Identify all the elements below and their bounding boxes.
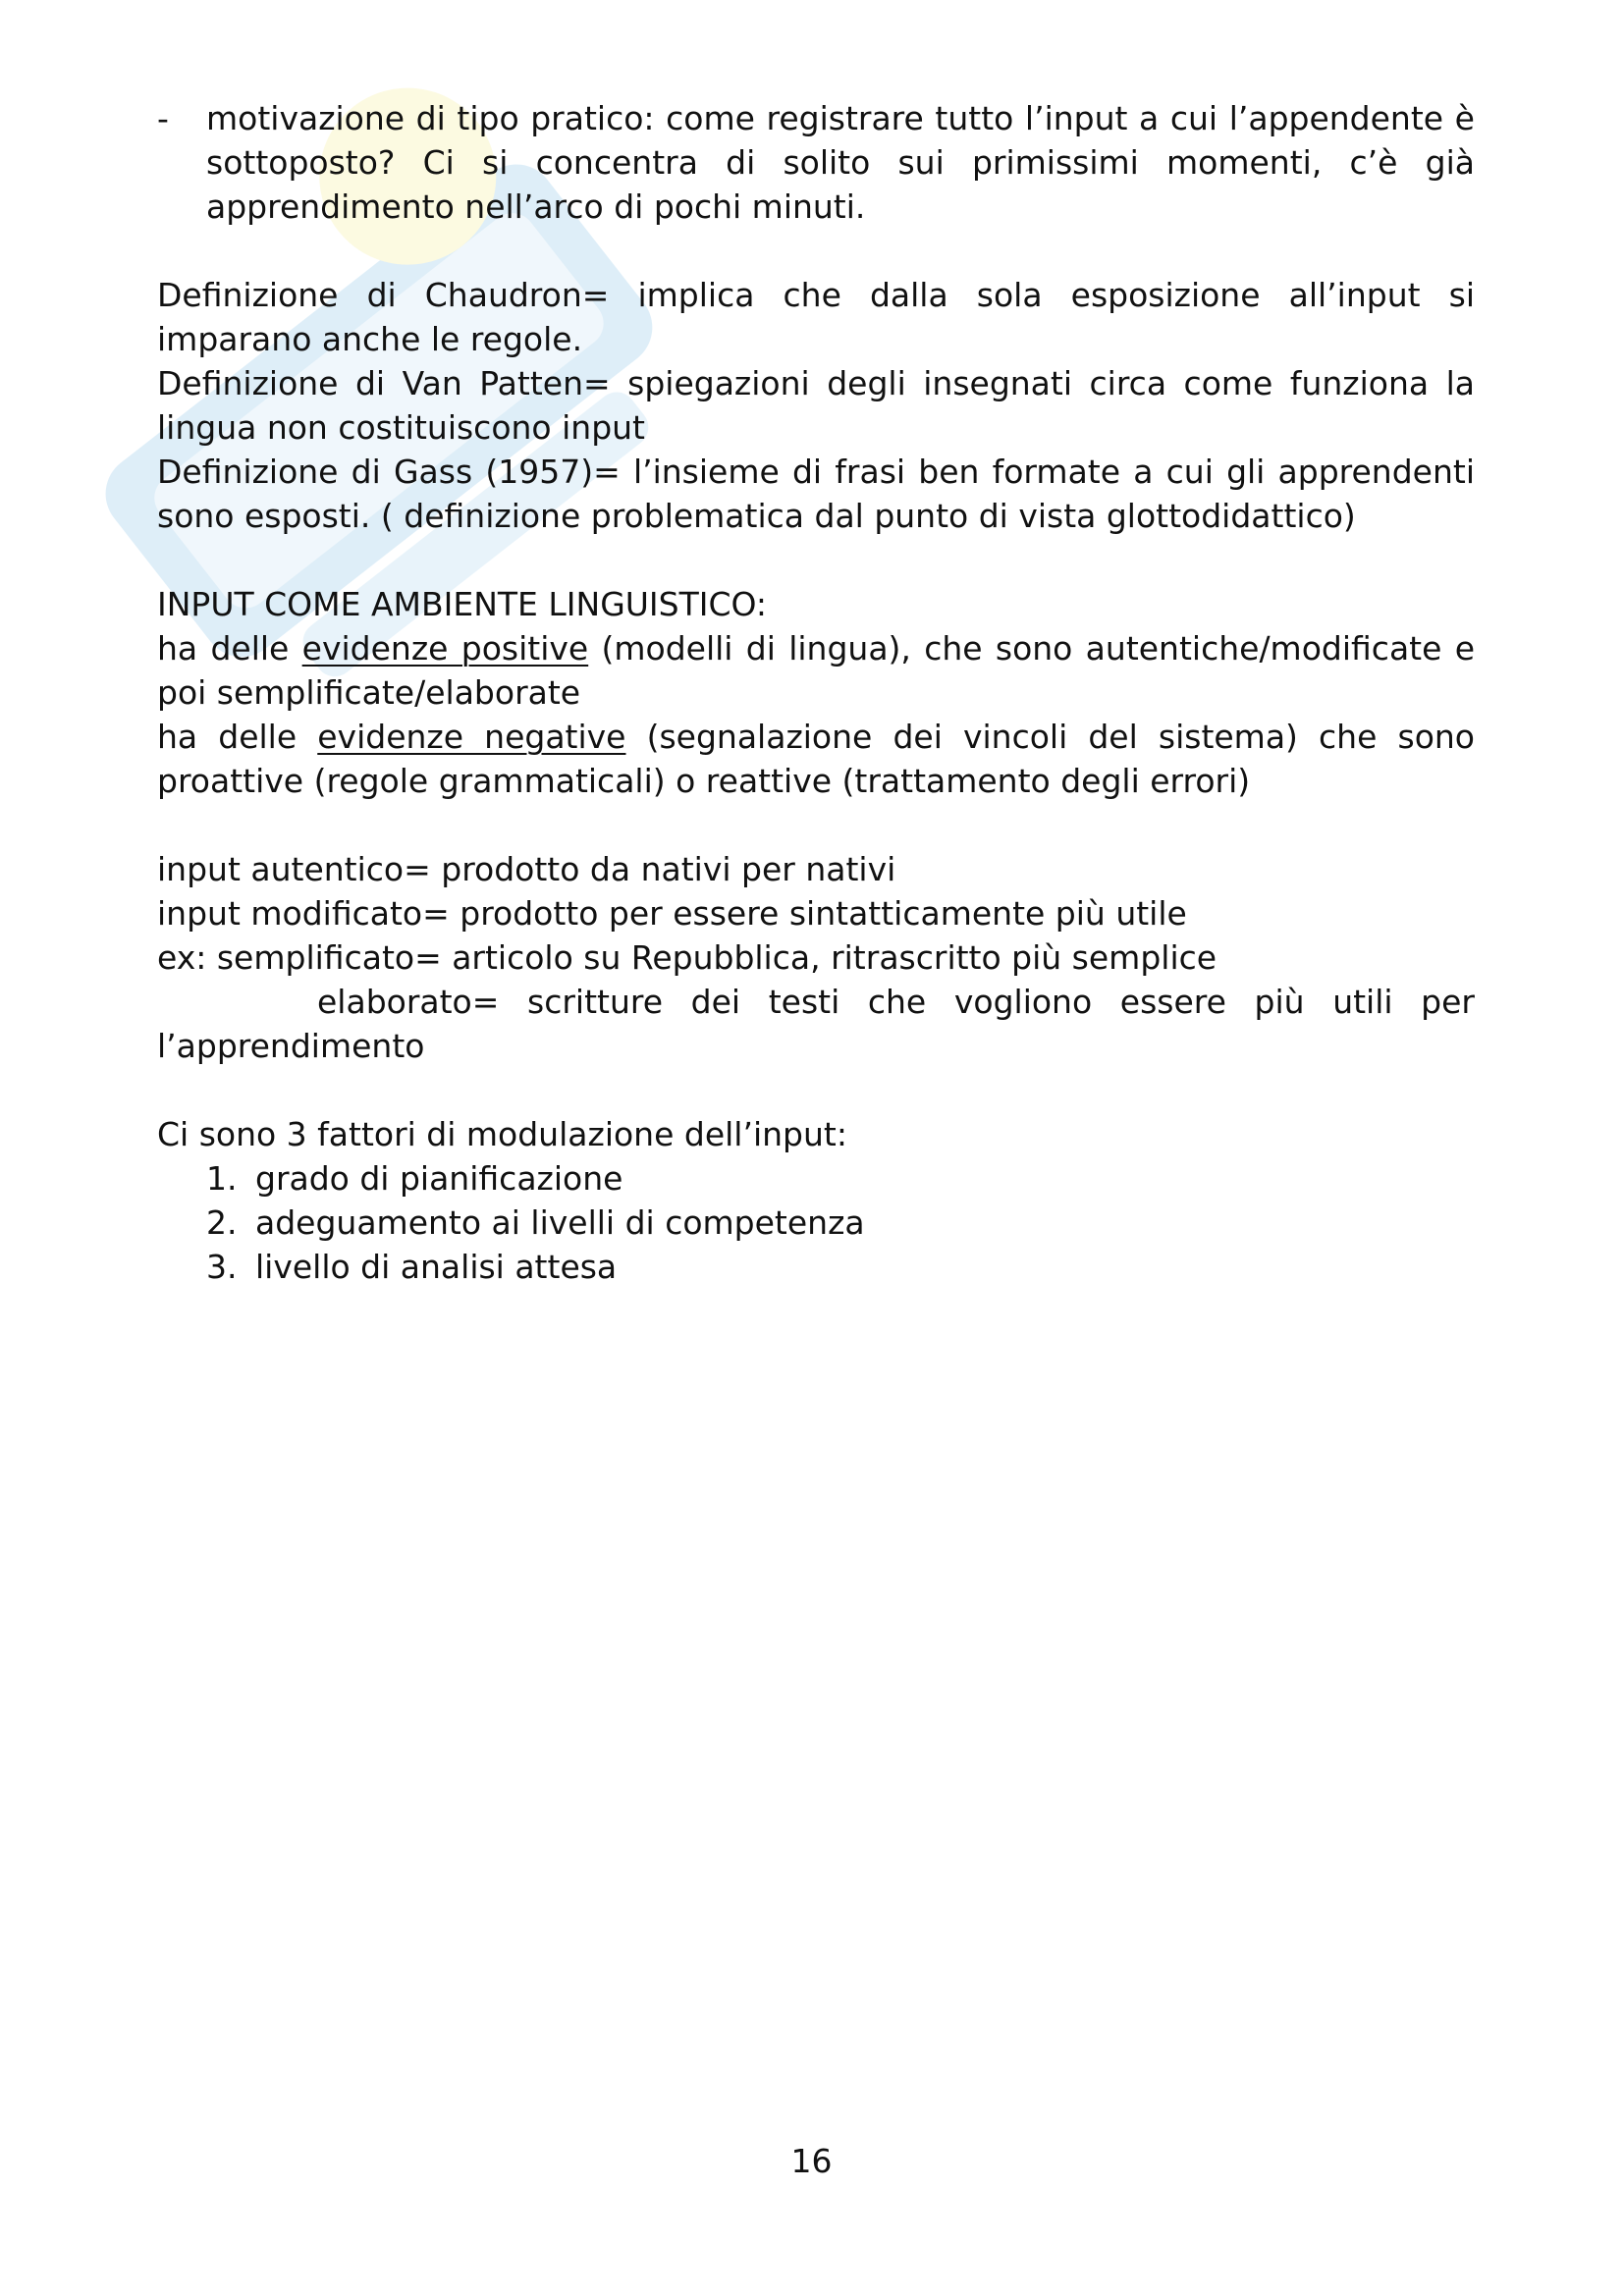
definition-van-patten: Definizione di Van Patten= spiegazioni degli insegnati circa come funziona la lingua non costituiscono input [157,364,1475,447]
list-item: 3. livello di analisi attesa [206,1248,618,1286]
definition-chaudron: Definizione di Chaudron= implica che dalla sola esposizione all’input si imparano anche le regole. [157,276,1475,358]
negative-evidence: ha delle evidenze negative (segnalazione dei vincoli del sistema) che sono proattive (regole grammaticali) o reattive (trattamento degli errori) [157,718,1475,800]
factors-intro: Ci sono 3 fattori di modulazione dell’input: [157,1115,847,1153]
page-content [157,96,1475,1289]
list-item: 1. grado di pianificazione [206,1159,623,1198]
bullet-text: motivazione di tipo pratico: come registrare tutto l’input a cui l’appendente è sottoposto? Ci si concentra di solito sui primissimi momenti, c’è già apprendimento nell’arco di pochi minuti. [206,99,1475,226]
page-number: 16 [790,2142,833,2180]
negative-evidence-term: evidenze negative [317,718,626,756]
positive-evidence-term: evidenze positive [301,629,589,667]
bullet-dash: - [157,99,169,137]
list-item: 2. adeguamento ai livelli di competenza [206,1203,865,1242]
section-heading: INPUT COME AMBIENTE LINGUISTICO: [157,585,768,623]
input-elaborated-cont: l’apprendimento [157,1027,425,1065]
input-elaborated: elaborato= scritture dei testi che vogliono essere più utili per [317,983,1475,1021]
bullet-item [157,96,1475,229]
input-modified: input modificato= prodotto per essere sintatticamente più utile [157,894,1187,933]
input-authentic: input autentico= prodotto da nativi per nativi [157,850,896,888]
positive-evidence: ha delle evidenze positive (modelli di lingua), che sono autentiche/modificate e poi semplificate/elaborate [157,629,1476,712]
factors-list [157,1156,1475,1289]
input-example: ex: semplificato= articolo su Repubblica, ritrascritto più semplice [157,938,1217,977]
definition-gass: Definizione di Gass (1957)= l’insieme di frasi ben formate a cui gli apprendenti sono esposti. ( definizione problematica dal punto di vista glottodidattico) [157,453,1475,535]
